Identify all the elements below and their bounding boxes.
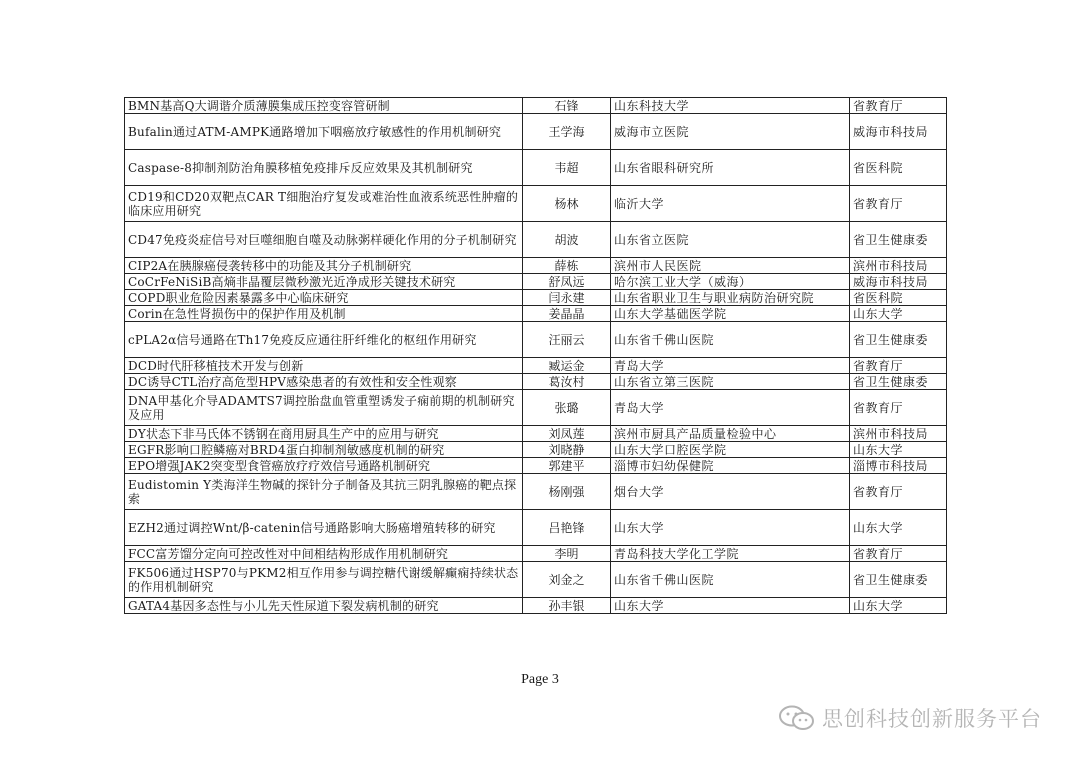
row-recommender: 省教育厅 <box>850 546 947 562</box>
row-title: FK506通过HSP70与PKM2相互作用参与调控糖代谢缓解癫痫持续状态的作用机制研究 <box>125 562 523 598</box>
row-institution: 山东省千佛山医院 <box>611 562 850 598</box>
row-institution: 山东科技大学 <box>611 98 850 114</box>
row-title: EPO增强JAK2突变型食管癌放疗疗效信号通路机制研究 <box>125 458 523 474</box>
row-institution: 烟台大学 <box>611 474 850 510</box>
row-title: EZH2通过调控Wnt/β-catenin信号通路影响大肠癌增殖转移的研究 <box>125 510 523 546</box>
row-recommender: 威海市科技局 <box>850 274 947 290</box>
row-title: CIP2A在胰腺癌侵袭转移中的功能及其分子机制研究 <box>125 258 523 274</box>
row-recommender: 省教育厅 <box>850 358 947 374</box>
wechat-icon <box>778 705 816 731</box>
table-row <box>125 426 947 442</box>
row-recommender: 省卫生健康委 <box>850 222 947 258</box>
row-title: COPD职业危险因素暴露多中心临床研究 <box>125 290 523 306</box>
row-person: 刘金之 <box>523 562 611 598</box>
watermark-text: 思创科技创新服务平台 <box>822 707 1042 731</box>
row-recommender: 省教育厅 <box>850 186 947 222</box>
row-person: 吕艳锋 <box>523 510 611 546</box>
table-row <box>125 442 947 458</box>
table-row <box>125 186 947 222</box>
row-recommender: 省教育厅 <box>850 390 947 426</box>
table-row <box>125 114 947 150</box>
table-row <box>125 474 947 510</box>
table-row <box>125 306 947 322</box>
row-person: 郭建平 <box>523 458 611 474</box>
row-person: 孙丰银 <box>523 598 611 614</box>
row-title: BMN基高Q大调谐介质薄膜集成压控变容管研制 <box>125 98 523 114</box>
row-recommender: 山东大学 <box>850 510 947 546</box>
row-institution: 滨州市厨具产品质量检验中心 <box>611 426 850 442</box>
row-title: Caspase-8抑制剂防治角膜移植免疫排斥反应效果及其机制研究 <box>125 150 523 186</box>
row-title: CD19和CD20双靶点CAR T细胞治疗复发或难治性血液系统恶性肿瘤的临床应用研究 <box>125 186 523 222</box>
row-person: 汪丽云 <box>523 322 611 358</box>
table-row <box>125 390 947 426</box>
table-row <box>125 562 947 598</box>
row-recommender: 省教育厅 <box>850 98 947 114</box>
row-title: DY状态下非马氏体不锈钢在商用厨具生产中的应用与研究 <box>125 426 523 442</box>
row-institution: 淄博市妇幼保健院 <box>611 458 850 474</box>
projects-table-body <box>125 98 947 614</box>
row-person: 闫永建 <box>523 290 611 306</box>
row-recommender: 威海市科技局 <box>850 114 947 150</box>
row-institution: 山东大学口腔医学院 <box>611 442 850 458</box>
row-title: CD47免疫炎症信号对巨噬细胞自噬及动脉粥样硬化作用的分子机制研究 <box>125 222 523 258</box>
table-row <box>125 358 947 374</box>
row-title: DC诱导CTL治疗高危型HPV感染患者的有效性和安全性观察 <box>125 374 523 390</box>
row-recommender: 省教育厅 <box>850 474 947 510</box>
row-title: DNA甲基化介导ADAMTS7调控胎盘血管重塑诱发子痫前期的机制研究及应用 <box>125 390 523 426</box>
row-person: 葛汝村 <box>523 374 611 390</box>
row-title: Bufalin通过ATM-AMPK通路增加下咽癌放疗敏感性的作用机制研究 <box>125 114 523 150</box>
row-recommender: 滨州市科技局 <box>850 258 947 274</box>
row-person: 张璐 <box>523 390 611 426</box>
table-row <box>125 322 947 358</box>
row-person: 薛栋 <box>523 258 611 274</box>
row-recommender: 淄博市科技局 <box>850 458 947 474</box>
row-person: 姜晶晶 <box>523 306 611 322</box>
row-person: 胡波 <box>523 222 611 258</box>
row-title: Eudistomin Y类海洋生物碱的探针分子制备及其抗三阴乳腺癌的靶点探索 <box>125 474 523 510</box>
table-row <box>125 290 947 306</box>
row-institution: 青岛科技大学化工学院 <box>611 546 850 562</box>
row-person: 杨林 <box>523 186 611 222</box>
row-institution: 哈尔滨工业大学（威海） <box>611 274 850 290</box>
row-institution: 山东省眼科研究所 <box>611 150 850 186</box>
row-recommender: 省卫生健康委 <box>850 374 947 390</box>
table-row <box>125 258 947 274</box>
row-person: 臧运金 <box>523 358 611 374</box>
row-recommender: 山东大学 <box>850 306 947 322</box>
row-institution: 威海市立医院 <box>611 114 850 150</box>
table-row <box>125 510 947 546</box>
row-institution: 青岛大学 <box>611 358 850 374</box>
row-recommender: 滨州市科技局 <box>850 426 947 442</box>
row-title: FCC富芳馏分定向可控改性对中间相结构形成作用机制研究 <box>125 546 523 562</box>
row-institution: 山东大学 <box>611 598 850 614</box>
table-row <box>125 274 947 290</box>
row-institution: 山东省立第三医院 <box>611 374 850 390</box>
row-institution: 山东省立医院 <box>611 222 850 258</box>
row-title: DCD时代肝移植技术开发与创新 <box>125 358 523 374</box>
row-person: 舒凤远 <box>523 274 611 290</box>
row-institution: 山东大学基础医学院 <box>611 306 850 322</box>
table-row <box>125 150 947 186</box>
watermark <box>778 703 1042 733</box>
row-title: EGFR影响口腔鳞癌对BRD4蛋白抑制剂敏感度机制的研究 <box>125 442 523 458</box>
row-recommender: 省卫生健康委 <box>850 322 947 358</box>
table-row <box>125 546 947 562</box>
row-person: 韦超 <box>523 150 611 186</box>
row-person: 王学海 <box>523 114 611 150</box>
row-recommender: 省卫生健康委 <box>850 562 947 598</box>
row-institution: 山东省职业卫生与职业病防治研究院 <box>611 290 850 306</box>
row-recommender: 山东大学 <box>850 442 947 458</box>
table-row <box>125 458 947 474</box>
row-person: 刘凤莲 <box>523 426 611 442</box>
row-person: 刘晓静 <box>523 442 611 458</box>
table-row <box>125 374 947 390</box>
row-person: 李明 <box>523 546 611 562</box>
row-institution: 临沂大学 <box>611 186 850 222</box>
table-row <box>125 598 947 614</box>
row-title: cPLA2α信号通路在Th17免疫反应通往肝纤维化的枢纽作用研究 <box>125 322 523 358</box>
row-title: GATA4基因多态性与小儿先天性尿道下裂发病机制的研究 <box>125 598 523 614</box>
row-recommender: 山东大学 <box>850 598 947 614</box>
projects-table <box>124 97 947 614</box>
table-row <box>125 222 947 258</box>
table-row <box>125 98 947 114</box>
row-institution: 青岛大学 <box>611 390 850 426</box>
row-institution: 山东省千佛山医院 <box>611 322 850 358</box>
row-recommender: 省医科院 <box>850 150 947 186</box>
row-institution: 山东大学 <box>611 510 850 546</box>
row-title: Corin在急性肾损伤中的保护作用及机制 <box>125 306 523 322</box>
row-person: 石锋 <box>523 98 611 114</box>
row-title: CoCrFeNiSiB高熵非晶覆层微秒激光近净成形关键技术研究 <box>125 274 523 290</box>
page-number: Page 3 <box>521 672 559 687</box>
row-institution: 滨州市人民医院 <box>611 258 850 274</box>
row-recommender: 省医科院 <box>850 290 947 306</box>
row-person: 杨刚强 <box>523 474 611 510</box>
